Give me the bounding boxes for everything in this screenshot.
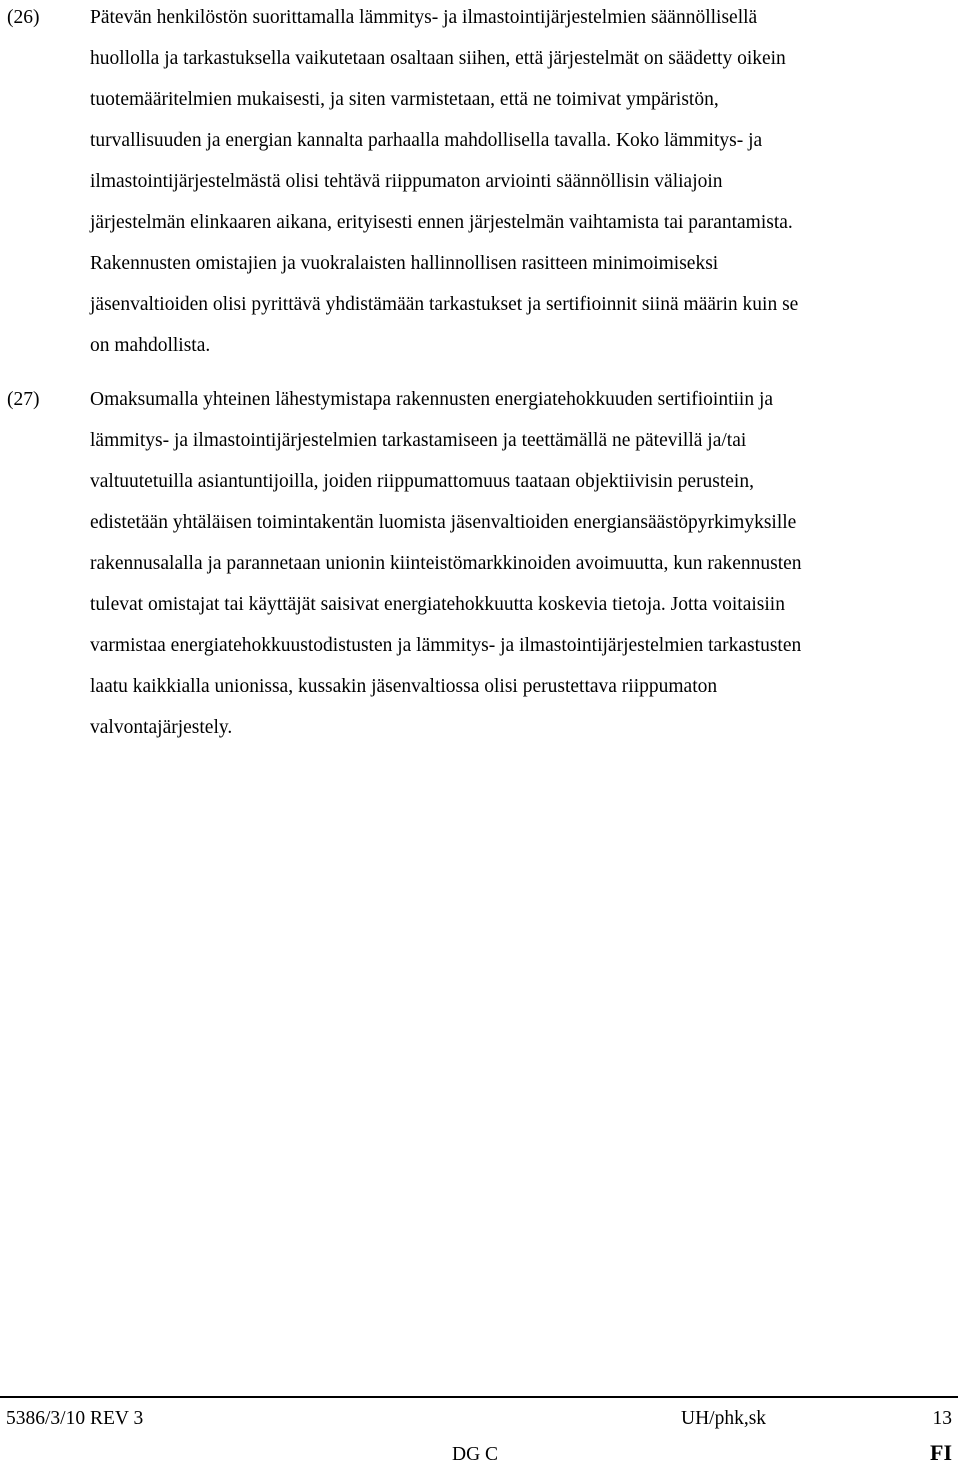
text-line: laatu kaikkialla unionissa, kussakin jäsenvaltiossa olisi perustettava riippumaton [90,676,718,697]
text-line: tulevat omistajat tai käyttäjät saisivat energiatehokkuutta koskevia tietoja. Jotta voitaisiin [90,594,785,615]
text-line: Pätevän henkilöstön suorittamalla lämmitys- ja ilmastointijärjestelmien säännöllisellä [90,7,758,28]
text-line: huollolla ja tarkastuksella vaikutetaan osaltaan siihen, että järjestelmät on säädetty oikein [90,48,786,69]
page-number: 13 [932,1408,952,1429]
recital-text [90,379,950,748]
recital-number: (26) [7,7,40,28]
text-line: Rakennusten omistajien ja vuokralaisten hallinnollisen rasitteen minimoimiseksi [90,253,719,274]
text-line: valvontajärjestely. [90,717,233,738]
text-line: edistetään yhtäläisen toimintakentän luomista jäsenvaltioiden energiansäästöpyrkimyksille [90,512,797,533]
text-line: tuotemääritelmien mukaisesti, ja siten varmistetaan, että ne toimivat ympäristön, [90,89,719,110]
text-line: lämmitys- ja ilmastointijärjestelmien tarkastamiseen ja teettämällä ne pätevillä ja/tai [90,430,747,451]
text-line: valtuutetuilla asiantuntijoilla, joiden riippumattomuus taataan objektiivisin perustein, [90,471,754,492]
recital-text [90,0,950,366]
document-reference: 5386/3/10 REV 3 [6,1408,144,1429]
author-initials: UH/phk,sk [681,1408,767,1429]
text-line: rakennusalalla ja parannetaan unionin kiinteistömarkkinoiden avoimuutta, kun rakennusten [90,553,802,574]
recital-number: (27) [7,389,40,410]
text-line: ilmastointijärjestelmästä olisi tehtävä riippumaton arviointi säännöllisin väliajoin [90,171,723,192]
text-line: jäsenvaltioiden olisi pyrittävä yhdistämään tarkastukset ja sertifioinnit siinä määrin kuin se [90,294,799,315]
text-line: Omaksumalla yhteinen lähestymistapa rakennusten energiatehokkuuden sertifiointiin ja [90,389,774,410]
footer-divider [0,1396,958,1398]
text-line: varmistaa energiatehokkuustodistusten ja lämmitys- ja ilmastointijärjestelmien tarkastusten [90,635,802,656]
directorate-general: DG C [452,1444,499,1465]
text-line: järjestelmän elinkaaren aikana, erityisesti ennen järjestelmän vaihtamista tai parantamista. [90,212,793,233]
text-line: on mahdollista. [90,335,211,356]
text-line: turvallisuuden ja energian kannalta parhaalla mahdollisella tavalla. Koko lämmitys- ja [90,130,763,151]
language-code: FI [930,1440,952,1465]
